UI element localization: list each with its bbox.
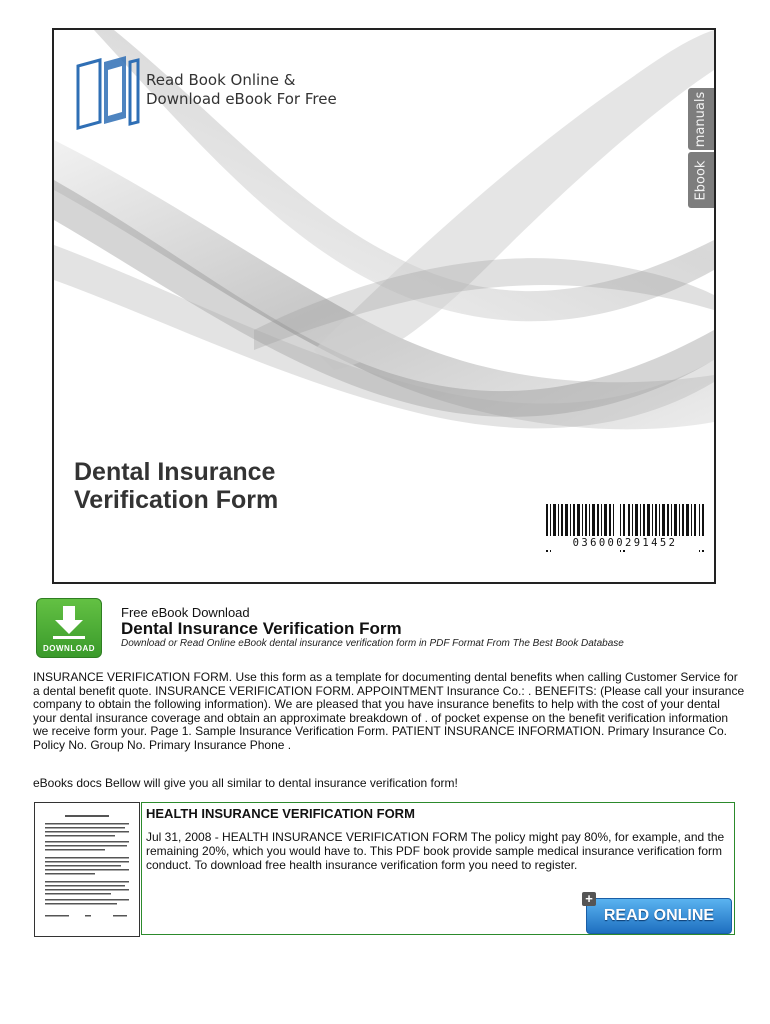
result-card [141, 802, 735, 935]
read-online-label: READ ONLINE [586, 898, 732, 934]
cover-title [74, 458, 278, 514]
page-title: Dental Insurance Verification Form [121, 619, 402, 638]
free-ebook-label: Free eBook Download [121, 605, 250, 620]
book-cover [52, 28, 716, 584]
tab-manuals[interactable] [688, 88, 714, 150]
similar-ebooks-text: eBooks docs Bellow will give you all similar to dental insurance verification form! [33, 776, 458, 790]
tab-manuals-label: manuals [693, 91, 709, 147]
result-thumbnail[interactable] [34, 802, 140, 937]
description-text: INSURANCE VERIFICATION FORM. Use this form as a template for documenting dental benefits when calling Customer Service for a dental benefit quote. INSURANCE VERIFICATION FORM. APPOINTMENT Insurance Co.: . BENEFITS: (Please call your insurance company to obtain the following information). We are pleased that you have insurance benefits to help with the cost of your dental your dental insurance coverage and obtain an approximate breakdown of . of pocket expense on the benefit verification information we receive form your. Page 1. Sample Insurance Verification Form. PATIENT INSURANCE INFORMATION. Primary Insurance Co. Policy No. Group No. Primary Insurance Phone . [33, 670, 745, 752]
read-online-button[interactable] [582, 891, 730, 932]
logo-text [146, 71, 337, 109]
page-subtitle: Download or Read Online eBook dental insurance verification form in PDF Format From The Best Book Database [121, 638, 624, 649]
cover-title-line1: Dental Insurance [74, 458, 276, 486]
result-description: Jul 31, 2008 - HEALTH INSURANCE VERIFICATION FORM The policy might pay 80%, for example, and the remaining 20%, which you would have to. This PDF book provide sample medical insurance verification form conduct. To download free health insurance verification form you need to register. [146, 830, 725, 872]
book-logo-icon [74, 52, 146, 134]
logo-text-line1: Read Book Online & [146, 71, 296, 89]
download-button[interactable] [36, 598, 102, 658]
cover-title-line2: Verification Form [74, 486, 279, 514]
result-title[interactable]: HEALTH INSURANCE VERIFICATION FORM [146, 806, 415, 821]
download-arrow-icon [53, 606, 85, 640]
barcode-number: 036000291452 [544, 536, 706, 550]
tab-ebook-label: Ebook [693, 160, 709, 200]
document-thumbnail-icon [35, 803, 139, 936]
tab-ebook[interactable] [688, 152, 714, 208]
plus-icon: + [582, 892, 596, 906]
logo-text-line2: Download eBook For Free [146, 90, 337, 108]
download-button-label: DOWNLOAD [43, 644, 95, 653]
